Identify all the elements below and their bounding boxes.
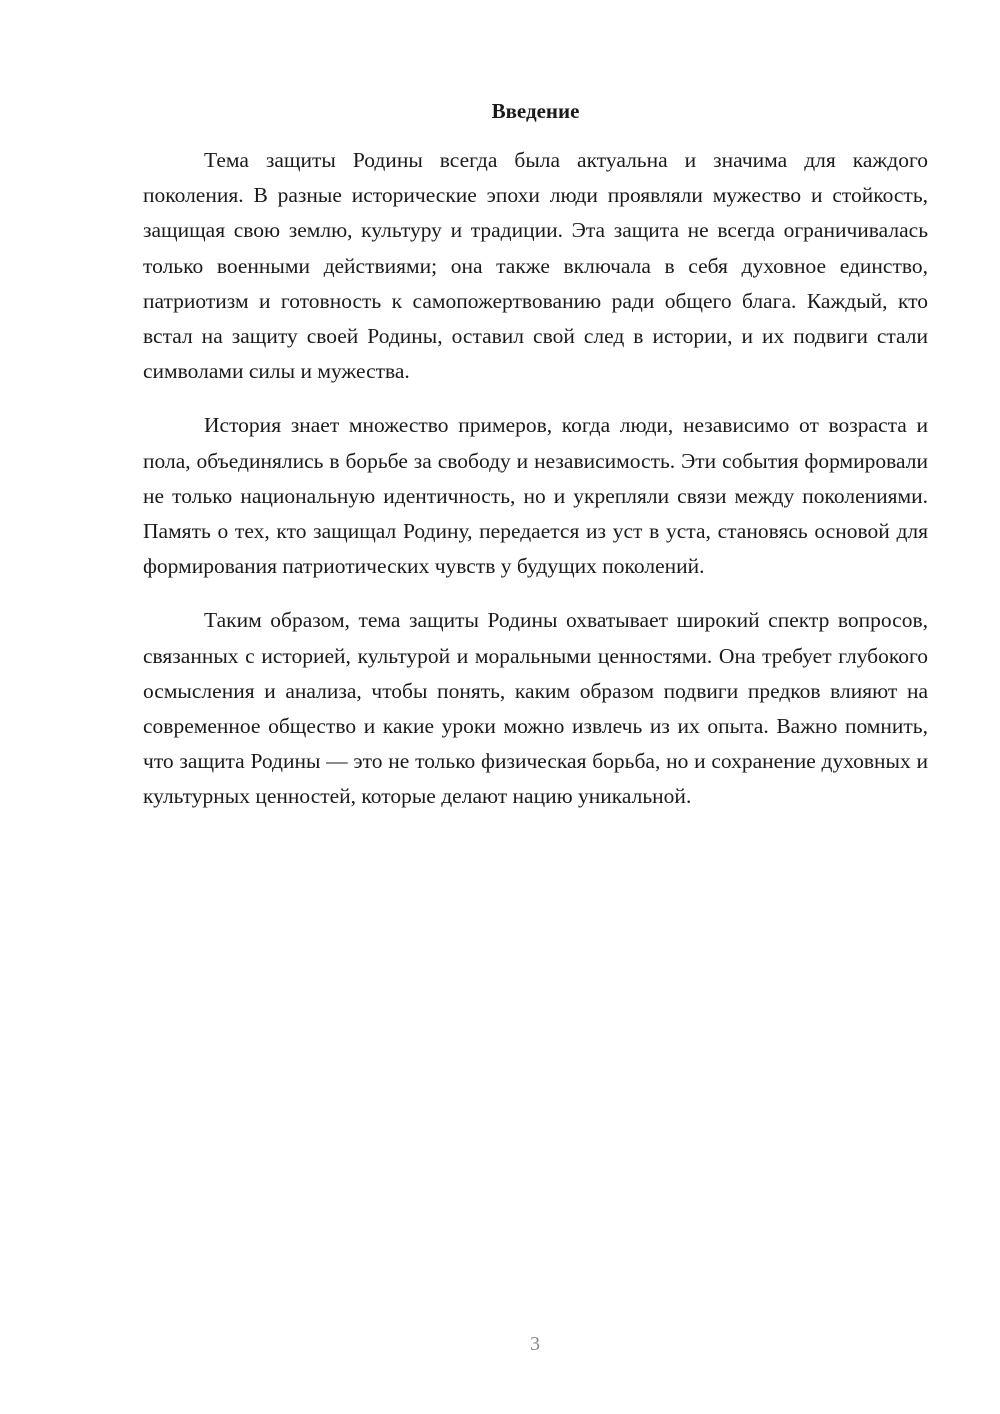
paragraph-2: История знает множество примеров, когда люди, независимо от возраста и пола, объединялись в борьбе за свободу и независимость. Эти события формировали не только национальную идентичность, но и укрепляли связи между поколениями. Память о тех, кто защищал Родину, передается из уст в уста, становясь основой для формирования патриотических чувств у будущих поколений. xyxy=(143,413,928,579)
paragraph-3: Таким образом, тема защиты Родины охватывает широкий спектр вопросов, связанных с историей, культурой и моральными ценностями. Она требует глубокого осмысления и анализа, чтобы понять, каким образом подвиги предков влияют на современное общество и какие уроки можно извлечь из их опыта. Важно помнить, что защита Родины — это не только физическая борьба, но и сохранение духовных и культурных ценностей, которые делают нацию уникальной. xyxy=(143,608,928,809)
body-text xyxy=(143,143,928,834)
page-title: Введение xyxy=(491,99,580,123)
page-number: 3 xyxy=(530,1333,540,1355)
paragraph-1: Тема защиты Родины всегда была актуальна и значима для каждого поколения. В разные исторические эпохи люди проявляли мужество и стойкость, защищая свою землю, культуру и традиции. Эта защита не всегда ограничивалась только военными действиями; она также включала в себя духовное единство, патриотизм и готовность к самопожертвованию ради общего блага. Каждый, кто встал на защиту своей Родины, оставил свой след в истории, и их подвиги стали символами силы и мужества. xyxy=(143,148,928,384)
